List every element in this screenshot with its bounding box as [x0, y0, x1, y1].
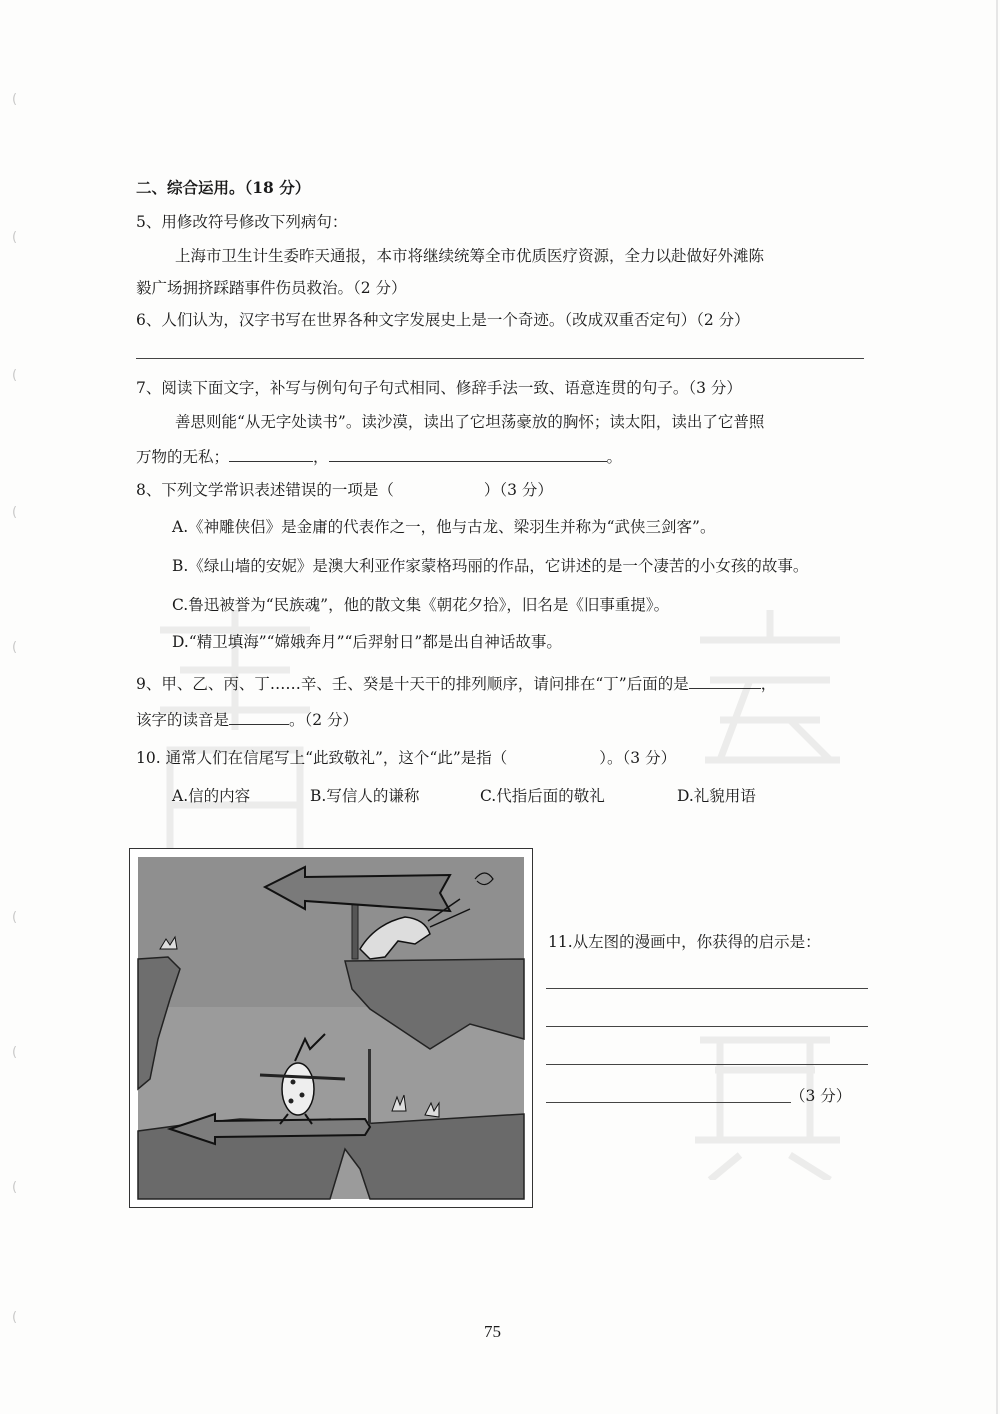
punch-hole-mark: ( — [12, 92, 18, 107]
q9-line1-end: ， — [760, 675, 777, 693]
q9-line-2 — [136, 708, 358, 730]
q8-prompt — [136, 480, 553, 500]
q10-option-c: C.代指后面的敬礼 — [480, 787, 605, 805]
punch-hole-mark: ( — [12, 640, 18, 655]
q11-answer-line-1[interactable] — [546, 988, 868, 989]
punch-hole-mark: ( — [12, 1310, 18, 1325]
q5-sentence-line-1: 上海市卫生计生委昨天通报，本市将继续统筹全市优质医疗资源，全力以赴做好外滩陈 — [175, 247, 765, 265]
q11-answer-line-4[interactable] — [546, 1102, 791, 1103]
page-number: 75 — [484, 1322, 501, 1341]
q10-option-d: D.礼貌用语 — [677, 787, 756, 805]
q11-cartoon-frame — [129, 848, 533, 1208]
q9-line2-end: 。（2 分） — [289, 711, 359, 729]
q9-blank-pinyin[interactable] — [229, 708, 289, 725]
q9-line1-text: 9、甲、乙、丙、丁……辛、壬、癸是十天干的排列顺序，请问排在“丁”后面的是 — [136, 675, 689, 693]
q6-prompt: 6、人们认为，汉字书写在世界各种文字发展史上是一个奇迹。（改成双重否定句）（2 分） — [136, 311, 750, 329]
punch-hole-mark: ( — [12, 1180, 18, 1195]
scan-edge — [996, 0, 998, 1414]
q7-line2-text: 万物的无私； — [136, 448, 230, 466]
q8-prompt-start: 8、下列文学常识表述错误的一项是（ — [136, 481, 394, 499]
q10-option-b: B.写信人的谦称 — [310, 787, 420, 805]
q8-option-a: A.《神雕侠侣》是金庸的代表作之一，他与古龙、梁羽生并称为“武侠三剑客”。 — [172, 518, 716, 536]
q5-prompt: 5、用修改符号修改下列病句： — [136, 213, 348, 231]
q6-answer-line[interactable] — [136, 358, 864, 359]
q7-period: 。 — [606, 448, 623, 466]
q9-line2-start: 该字的读音是 — [136, 711, 230, 729]
punch-hole-mark: ( — [12, 910, 18, 925]
punch-hole-mark: ( — [12, 1045, 18, 1060]
q11-answer-line-2[interactable] — [546, 1026, 868, 1027]
q5-sentence-line-2: 毅广场拥挤踩踏事件伤员救治。（2 分） — [136, 279, 407, 297]
q11-prompt: 11.从左图的漫画中，你获得的启示是： — [548, 933, 821, 951]
q10-prompt — [136, 748, 676, 768]
punch-hole-mark: ( — [12, 230, 18, 245]
q7-passage-line-2 — [136, 445, 622, 467]
q10-prompt-end: ）。（3 分） — [599, 749, 677, 767]
q10-option-a: A.信的内容 — [172, 787, 251, 805]
punch-hole-mark: ( — [12, 505, 18, 520]
q7-prompt: 7、阅读下面文字，补写与例句句子句式相同、修辞手法一致、语意连贯的句子。（3 分） — [136, 379, 742, 397]
q7-passage-line-1: 善思则能“从无字处读书”。读沙漠，读出了它坦荡豪放的胸怀；读太阳，读出了它普照 — [175, 413, 765, 431]
q7-blank-1[interactable] — [229, 445, 313, 462]
q7-blank-2[interactable] — [329, 445, 607, 462]
q8-option-b: B.《绿山墙的安妮》是澳大利亚作家蒙格玛丽的作品，它讲述的是一个凄苦的小女孩的故事。 — [172, 557, 809, 575]
q8-prompt-end: ）（3 分） — [483, 481, 553, 499]
q9-blank-char[interactable] — [689, 672, 761, 689]
q11-score: （3 分） — [790, 1087, 852, 1105]
section-title: 二、综合运用。（18 分） — [136, 178, 311, 197]
q7-comma: ， — [313, 448, 329, 466]
q11-answer-line-3[interactable] — [546, 1064, 868, 1065]
q10-prompt-start: 10. 通常人们在信尾写上“此致敬礼”，这个“此”是指（ — [136, 749, 508, 767]
punch-hole-mark: ( — [12, 368, 18, 383]
q8-option-c: C.鲁迅被誉为“民族魂”，他的散文集《朝花夕拾》，旧名是《旧事重提》。 — [172, 596, 670, 614]
q8-option-d: D.“精卫填海”“嫦娥奔月”“后羿射日”都是出自神话故事。 — [172, 633, 562, 651]
q11-cartoon-image — [130, 849, 532, 1207]
q9-line-1 — [136, 672, 776, 694]
